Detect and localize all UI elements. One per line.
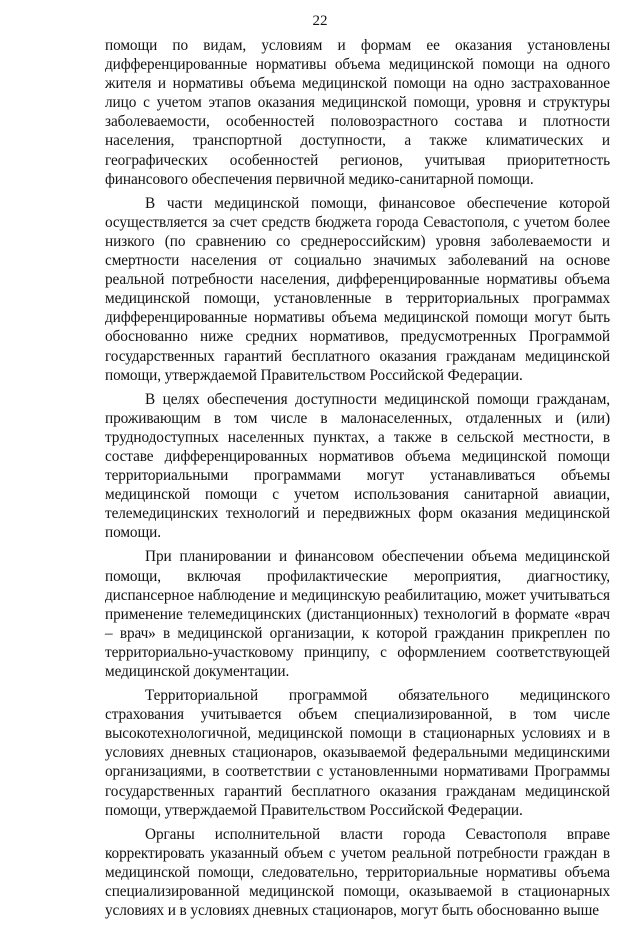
paragraph-executive-authorities: Органы исполнительной власти города Севастополя вправе корректировать указанный объем с учетом реальной потребности граждан в медицинской помощи, следовательно, территориальные нормативы объема специализированной медицинской помощи, оказываемой в стационарных условиях и в условиях дневных стационаров, могут быть обоснованно выше [105,825,610,920]
document-body [105,36,610,925]
page-number: 22 [312,13,328,29]
paragraph-budget-financing: В части медицинской помощи, финансовое обеспечение которой осуществляется за счет средств бюджета города Севастополя, с учетом более низкого (по сравнению со среднероссийским) уровня заболеваемости и смертности населения от социально значимых заболеваний на основе реальной потребности населения, дифференцированные нормативы объема медицинской помощи, установленные в территориальных программах дифференцированные нормативы объема медицинской помощи могут быть обоснованно ниже средних нормативов, предусмотренных Программой государственных гарантий бесплатного оказания гражданам медицинской помощи, утверждаемой Правительством Российской Федерации. [105,194,610,384]
paragraph-oms-program: Территориальной программой обязательного медицинского страхования учитывается объем специализированной, в том числе высокотехнологичной, медицинской помощи в стационарных условиях и в условиях дневных стационаров, оказываемой федеральными медицинскими организациями, в соответствии с установленными нормативами Программы государственных гарантий бесплатного оказания гражданам медицинской помощи, утверждаемой Правительством Российской Федерации. [105,687,610,819]
paragraph-accessibility: В целях обеспечения доступности медицинской помощи гражданам, проживающим в том числе в малонаселенных, отдаленных и (или) труднодоступных населенных пунктах, а также в сельской местности, в составе дифференцированных нормативов объема медицинской помощи территориальными программами могут устанавливаться объемы медицинской помощи с учетом использования санитарной авиации, телемедицинских технологий и передвижных форм оказания медицинской помощи. [105,390,610,542]
paragraph-telemedicine: При планировании и финансовом обеспечении объема медицинской помощи, включая профилактические мероприятия, диагностику, диспансерное наблюдение и медицинскую реабилитацию, может учитываться применение телемедицинских (дистанционных) технологий в формате «врач – врач» в медицинской организации, к которой гражданин прикреплен по территориально-участковому принципу, с оформлением соответствующей медицинской документации. [105,548,610,680]
paragraph-continuation: помощи по видам, условиям и формам ее оказания установлены дифференцированные нормативы объема медицинской помощи на одного жителя и нормативы объема медицинской помощи на одно застрахованное лицо с учетом этапов оказания медицинской помощи, уровня и структуры заболеваемости, особенностей половозрастного состава и плотности населения, транспортной доступности, а также климатических и географических особенностей регионов, учитывая приоритетность финансового обеспечения первичной медико-санитарной помощи. [105,37,610,188]
